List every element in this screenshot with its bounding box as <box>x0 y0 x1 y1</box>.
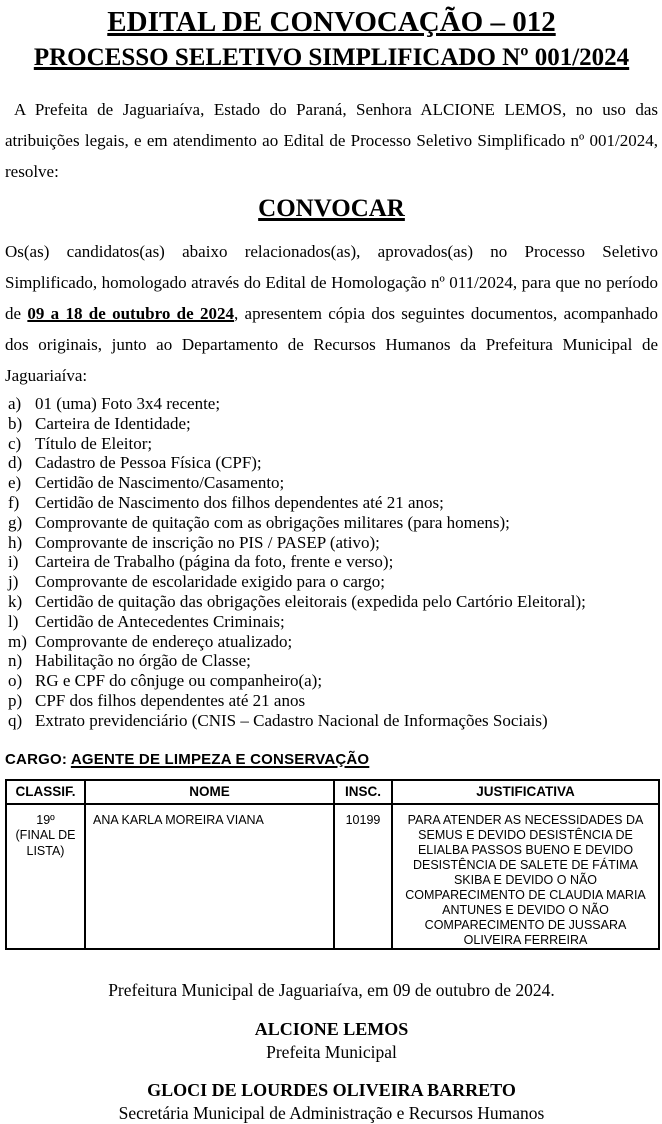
list-item-text: 01 (uma) Foto 3x4 recente; <box>35 394 221 413</box>
document-checklist <box>5 394 658 731</box>
list-item-text: Certidão de quitação das obrigações eleitorais (expedida pelo Cartório Eleitoral); <box>35 591 586 611</box>
classif-line: 19º <box>36 812 55 827</box>
convocar-heading: CONVOCAR <box>258 195 405 222</box>
list-item-text: Cadastro de Pessoa Física (CPF); <box>35 453 262 473</box>
signature-role: Secretária Municipal de Administração e Recursos Humanos <box>118 1102 545 1123</box>
cargo-value: AGENTE DE LIMPEZA E CONSERVAÇÃO <box>70 750 370 768</box>
list-item-letter: e) <box>8 473 22 493</box>
footer-dateline: Prefeitura Municipal de Jaguariaíva, em 09 de outubro de 2024. <box>108 979 555 1000</box>
list-item <box>5 711 658 731</box>
table-header-row <box>6 780 659 804</box>
list-item-letter: o) <box>8 671 23 691</box>
list-item-text: Título de Eleitor; <box>35 433 153 453</box>
list-item-text: Comprovante de escolaridade exigido para o cargo; <box>35 572 385 592</box>
candidates-table <box>5 779 660 950</box>
convocation-paragraph-post: , apresentem cópia dos seguintes documentos, acompanhado dos originais, junto ao Departamento de Recursos Humanos da Prefeitura Municipal de Jaguariaíva: <box>5 304 658 385</box>
cell-classif <box>6 804 85 949</box>
list-item <box>5 671 658 691</box>
list-item-text: Certidão de Nascimento/Casamento; <box>35 473 285 493</box>
cargo-label: CARGO: <box>5 750 71 768</box>
list-item-text: Comprovante de endereço atualizado; <box>35 631 293 651</box>
column-header: CLASSIF. <box>6 780 85 804</box>
list-item-letter: n) <box>8 651 23 671</box>
list-item-letter: a) <box>8 394 22 413</box>
list-item-text: RG e CPF do cônjuge ou companheiro(a); <box>35 671 323 691</box>
list-item-text: CPF dos filhos dependentes até 21 anos <box>35 690 306 710</box>
list-item <box>5 533 658 553</box>
signature-role: Prefeita Municipal <box>266 1041 397 1062</box>
list-item-text: Comprovante de quitação com as obrigações militares (para homens); <box>35 512 510 532</box>
list-item <box>5 552 658 572</box>
list-item <box>5 414 658 434</box>
convocation-paragraph <box>5 236 658 391</box>
classif-line: LISTA) <box>26 843 65 858</box>
list-item-text: Extrato previdenciário (CNIS – Cadastro Nacional de Informações Sociais) <box>35 710 548 730</box>
classif-line: (FINAL DE <box>15 828 76 843</box>
column-header: INSC. <box>334 780 392 804</box>
list-item-text: Carteira de Trabalho (página da foto, frente e verso); <box>35 552 394 572</box>
list-item <box>5 473 658 493</box>
list-item <box>5 453 658 473</box>
list-item-letter: l) <box>8 611 19 631</box>
list-item-letter: m) <box>8 631 27 651</box>
table-row <box>6 804 659 949</box>
list-item-letter: b) <box>8 413 23 433</box>
list-item-letter: g) <box>8 512 23 532</box>
list-item-text: Certidão de Antecedentes Criminais; <box>35 611 285 631</box>
signature-block-prefeita <box>5 1018 658 1063</box>
list-item <box>5 513 658 533</box>
signature-block-secretaria <box>5 1079 658 1124</box>
signature-name: ALCIONE LEMOS <box>254 1018 409 1039</box>
list-item-letter: i) <box>8 552 19 572</box>
list-item <box>5 572 658 592</box>
document-title: EDITAL DE CONVOCAÇÃO – 012 <box>107 6 556 38</box>
list-item-text: Certidão de Nascimento dos filhos dependentes até 21 anos; <box>35 492 444 512</box>
cell-insc: 10199 <box>334 804 392 949</box>
signature-name: GLOCI DE LOURDES OLIVEIRA BARRETO <box>147 1079 516 1100</box>
list-item-text: Carteira de Identidade; <box>35 413 191 433</box>
list-item <box>5 612 658 632</box>
list-item <box>5 394 658 414</box>
list-item <box>5 691 658 711</box>
list-item-letter: f) <box>8 492 20 512</box>
convocation-paragraph-pre: Os(as) candidatos(as) abaixo relacionados(as), aprovados(as) no Processo Seletivo Simplificado, homologado através do Edital de Homologação nº 011/2024, para que no período de <box>5 242 658 323</box>
list-item-letter: d) <box>8 453 23 473</box>
list-item-letter: h) <box>8 532 23 552</box>
list-item-letter: j) <box>8 572 19 592</box>
list-item <box>5 434 658 454</box>
list-item <box>5 651 658 671</box>
list-item-letter: c) <box>8 433 22 453</box>
column-header: NOME <box>85 780 334 804</box>
list-item-letter: p) <box>8 690 23 710</box>
document-subtitle: PROCESSO SELETIVO SIMPLIFICADO Nº 001/2024 <box>33 44 630 71</box>
cell-justificativa: PARA ATENDER AS NECESSIDADES DA SEMUS E DEVIDO DESISTÊNCIA DE ELIALBA PASSOS BUENO E DEVIDO DESISTÊNCIA DE SALETE DE FÁTIMA SKIBA E DEVIDO O NÃO COMPARECIMENTO DE CLAUDIA MARIA ANTUNES E DEVIDO O NÃO COMPARECIMENTO DE JUSSARA OLIVEIRA FERREIRA <box>392 804 659 949</box>
list-item <box>5 592 658 612</box>
list-item <box>5 632 658 652</box>
list-item-letter: q) <box>8 710 23 730</box>
cell-nome: ANA KARLA MOREIRA VIANA <box>85 804 334 949</box>
intro-paragraph: A Prefeita de Jaguariaíva, Estado do Paraná, Senhora ALCIONE LEMOS, no uso das atribuições legais, e em atendimento ao Edital de Processo Seletivo Simplificado nº 001/2024, resolve: <box>5 100 658 181</box>
convocation-period: 09 a 18 de outubro de 2024 <box>27 304 234 323</box>
list-item-letter: k) <box>8 591 23 611</box>
list-item-text: Habilitação no órgão de Classe; <box>35 651 251 671</box>
column-header: JUSTIFICATIVA <box>392 780 659 804</box>
cargo-line <box>5 751 658 769</box>
list-item-text: Comprovante de inscrição no PIS / PASEP (ativo); <box>35 532 380 552</box>
list-item <box>5 493 658 513</box>
